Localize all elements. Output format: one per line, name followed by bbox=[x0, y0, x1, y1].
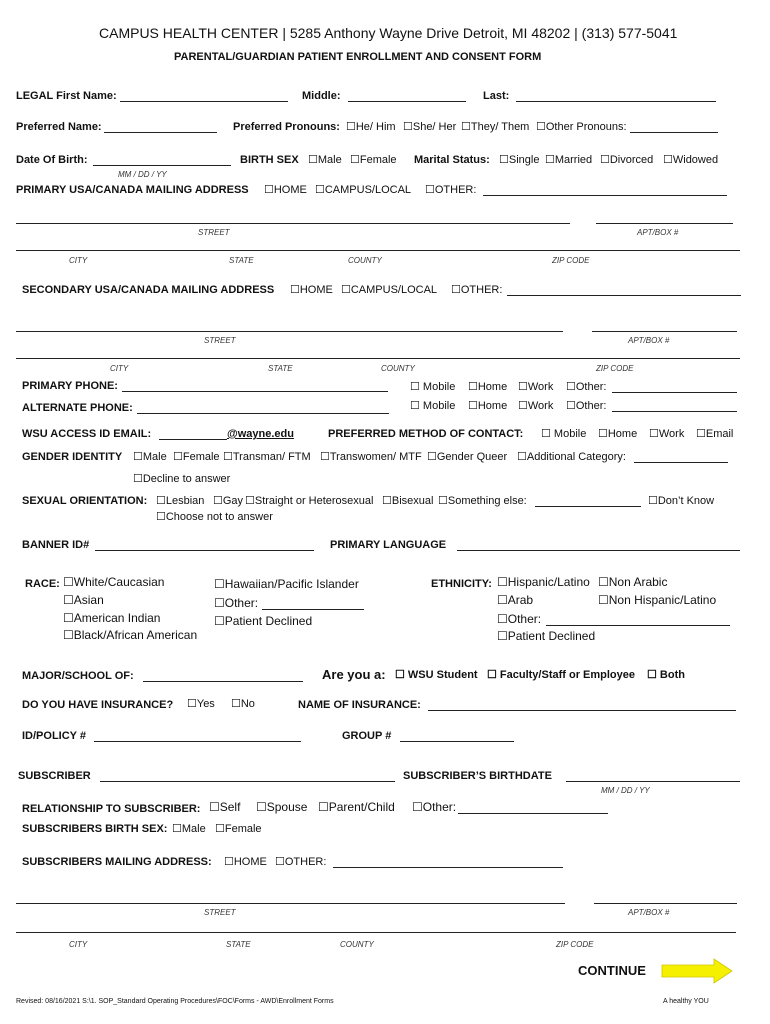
gender-additional-field[interactable] bbox=[634, 462, 728, 463]
subscriber-address-label: SUBSCRIBERS MAILING ADDRESS: bbox=[22, 856, 212, 868]
race-asian-checkbox[interactable]: ☐Asian bbox=[63, 593, 104, 607]
email-field[interactable] bbox=[159, 439, 227, 440]
tagline: A healthy YOU bbox=[663, 998, 709, 1005]
alternate-phone-other-checkbox[interactable]: ☐Other: bbox=[566, 400, 607, 412]
alternate-phone-mobile-checkbox[interactable]: ☐ Mobile bbox=[410, 400, 456, 412]
ethnicity-hispanic-checkbox[interactable]: ☐Hispanic/Latino bbox=[497, 575, 590, 589]
alternate-phone-other-field[interactable] bbox=[612, 411, 737, 412]
pronoun-other-checkbox[interactable]: ☐Other Pronouns: bbox=[536, 121, 627, 133]
contact-mobile-checkbox[interactable]: ☐ Mobile bbox=[541, 428, 587, 440]
relationship-other-checkbox[interactable]: ☐Other: bbox=[412, 800, 457, 814]
secondary-city-caption: CITY bbox=[110, 364, 129, 373]
role-faculty-checkbox[interactable]: ☐ Faculty/Staff or Employee bbox=[487, 669, 636, 681]
subscriber-county-caption: COUNTY bbox=[340, 940, 374, 949]
primary-zip-caption: ZIP CODE bbox=[552, 256, 590, 265]
alternate-phone-field[interactable] bbox=[137, 413, 389, 414]
pronoun-he-checkbox[interactable]: ☐He/ Him bbox=[346, 121, 396, 133]
birth-sex-label: BIRTH SEX bbox=[240, 154, 299, 166]
ethnicity-arab-checkbox[interactable]: ☐Arab bbox=[497, 593, 534, 607]
relationship-other-field[interactable] bbox=[458, 813, 608, 814]
marital-single-checkbox[interactable]: ☐Single bbox=[499, 154, 540, 166]
subscriber-birthdate-field[interactable] bbox=[566, 781, 740, 782]
race-american-indian-checkbox[interactable]: ☐American Indian bbox=[63, 611, 161, 625]
subscriber-address-home-checkbox[interactable]: ☐HOME bbox=[224, 856, 267, 868]
relationship-label: RELATIONSHIP TO SUBSCRIBER: bbox=[22, 803, 201, 815]
primary-phone-mobile-checkbox[interactable]: ☐ Mobile bbox=[410, 381, 456, 393]
major-label: MAJOR/SCHOOL OF: bbox=[22, 670, 134, 682]
group-label: GROUP # bbox=[342, 730, 392, 742]
primary-address-home-checkbox[interactable]: ☐HOME bbox=[264, 184, 307, 196]
secondary-county-caption: COUNTY bbox=[381, 364, 415, 373]
orientation-bisexual-checkbox[interactable]: ☐Bisexual bbox=[382, 495, 434, 507]
primary-language-label: PRIMARY LANGUAGE bbox=[330, 539, 447, 551]
gender-male-checkbox[interactable]: ☐Male bbox=[133, 451, 167, 463]
gender-identity-label: GENDER IDENTITY bbox=[22, 451, 123, 463]
contact-home-checkbox[interactable]: ☐Home bbox=[598, 428, 638, 440]
primary-phone-label: PRIMARY PHONE: bbox=[22, 380, 118, 392]
insurance-name-field[interactable] bbox=[428, 710, 736, 711]
secondary-address-campus-checkbox[interactable]: ☐CAMPUS/LOCAL bbox=[341, 284, 438, 296]
gender-queer-checkbox[interactable]: ☐Gender Queer bbox=[427, 451, 508, 463]
orientation-something-else-field[interactable] bbox=[535, 506, 641, 507]
ethnicity-non-hispanic-checkbox[interactable]: ☐Non Hispanic/Latino bbox=[598, 593, 717, 607]
secondary-zip-caption: ZIP CODE bbox=[596, 364, 634, 373]
race-black-checkbox[interactable]: ☐Black/African American bbox=[63, 628, 198, 642]
policy-id-label: ID/POLICY # bbox=[22, 730, 86, 742]
ethnicity-label: ETHNICITY: bbox=[431, 578, 492, 590]
secondary-street-field[interactable] bbox=[16, 331, 563, 332]
gender-female-checkbox[interactable]: ☐Female bbox=[173, 451, 220, 463]
first-name-label: LEGAL First Name: bbox=[16, 90, 117, 102]
primary-county-caption: COUNTY bbox=[348, 256, 382, 265]
email-label: WSU ACCESS ID EMAIL: bbox=[22, 428, 152, 440]
secondary-address-label: SECONDARY USA/CANADA MAILING ADDRESS bbox=[22, 284, 275, 296]
race-declined-checkbox[interactable]: ☐Patient Declined bbox=[214, 614, 313, 628]
middle-name-label: Middle: bbox=[302, 90, 341, 102]
major-field[interactable] bbox=[143, 681, 303, 682]
sexual-orientation-label: SEXUAL ORIENTATION: bbox=[22, 495, 148, 507]
dob-field[interactable] bbox=[93, 165, 231, 166]
subscriber-birthdate-format: MM / DD / YY bbox=[601, 786, 650, 795]
primary-address-other-checkbox[interactable]: ☐OTHER: bbox=[425, 184, 477, 196]
form-subtitle: PARENTAL/GUARDIAN PATIENT ENROLLMENT AND CONSENT FORM bbox=[174, 51, 542, 63]
primary-street-caption: STREET bbox=[198, 228, 230, 237]
subscriber-address-other-field[interactable] bbox=[333, 867, 563, 868]
middle-name-field[interactable] bbox=[348, 101, 466, 102]
birth-sex-male-checkbox[interactable]: ☐Male bbox=[308, 154, 342, 166]
primary-phone-other-field[interactable] bbox=[612, 392, 737, 393]
continue-arrow-icon[interactable] bbox=[660, 958, 734, 984]
revision-note: Revised: 08/16/2021 S:\1. SOP_Standard Operating Procedures\FOC\Forms - AWD\Enrollment Forms bbox=[16, 998, 334, 1005]
pronoun-they-checkbox[interactable]: ☐They/ Them bbox=[461, 121, 530, 133]
primary-street-field[interactable] bbox=[16, 223, 570, 224]
marital-divorced-checkbox[interactable]: ☐Divorced bbox=[600, 154, 654, 166]
secondary-address-other-checkbox[interactable]: ☐OTHER: bbox=[451, 284, 503, 296]
subscriber-state-caption: STATE bbox=[226, 940, 251, 949]
secondary-apt-field[interactable] bbox=[592, 331, 737, 332]
secondary-apt-caption: APT/BOX # bbox=[628, 336, 670, 345]
secondary-state-caption: STATE bbox=[268, 364, 293, 373]
subscriber-field[interactable] bbox=[100, 781, 395, 782]
primary-city-state-zip-field[interactable] bbox=[16, 250, 740, 251]
dob-format-hint: MM / DD / YY bbox=[118, 170, 167, 179]
insurance-yes-checkbox[interactable]: ☐Yes bbox=[187, 698, 215, 710]
secondary-street-caption: STREET bbox=[204, 336, 236, 345]
have-insurance-label: DO YOU HAVE INSURANCE? bbox=[22, 699, 174, 711]
pronoun-other-field[interactable] bbox=[630, 132, 718, 133]
alternate-phone-home-checkbox[interactable]: ☐Home bbox=[468, 400, 508, 412]
contact-email-checkbox[interactable]: ☐Email bbox=[696, 428, 734, 440]
subscriber-label: SUBSCRIBER bbox=[18, 770, 91, 782]
insurance-name-label: NAME OF INSURANCE: bbox=[298, 699, 421, 711]
contact-work-checkbox[interactable]: ☐Work bbox=[649, 428, 685, 440]
primary-phone-other-checkbox[interactable]: ☐Other: bbox=[566, 381, 607, 393]
last-name-label: Last: bbox=[483, 90, 510, 102]
orientation-something-else-checkbox[interactable]: ☐Something else: bbox=[438, 495, 527, 507]
marital-status-label: Marital Status: bbox=[414, 154, 490, 166]
subscriber-address-other-checkbox[interactable]: ☐OTHER: bbox=[275, 856, 327, 868]
subscriber-apt-caption: APT/BOX # bbox=[628, 908, 670, 917]
relationship-self-checkbox[interactable]: ☐Self bbox=[209, 800, 241, 814]
primary-phone-work-checkbox[interactable]: ☐Work bbox=[518, 381, 554, 393]
marital-widowed-checkbox[interactable]: ☐Widowed bbox=[663, 154, 719, 166]
primary-language-field[interactable] bbox=[457, 550, 740, 551]
relationship-spouse-checkbox[interactable]: ☐Spouse bbox=[256, 800, 308, 814]
dob-label: Date Of Birth: bbox=[16, 154, 88, 166]
first-name-field[interactable] bbox=[120, 101, 288, 102]
race-hawaiian-checkbox[interactable]: ☐Hawaiian/Pacific Islander bbox=[214, 577, 359, 591]
preferred-name-label: Preferred Name: bbox=[16, 121, 102, 133]
secondary-city-state-zip-field[interactable] bbox=[16, 358, 740, 359]
pronoun-she-checkbox[interactable]: ☐She/ Her bbox=[403, 121, 457, 133]
race-white-checkbox[interactable]: ☐White/Caucasian bbox=[63, 575, 165, 589]
are-you-label: Are you a: bbox=[322, 667, 386, 682]
race-other-checkbox[interactable]: ☐Other: bbox=[214, 596, 259, 610]
gender-transman-checkbox[interactable]: ☐Transman/ FTM bbox=[223, 451, 311, 463]
orientation-straight-checkbox[interactable]: ☐Straight or Heterosexual bbox=[245, 495, 374, 507]
role-student-checkbox[interactable]: ☐ WSU Student bbox=[395, 669, 478, 681]
orientation-choose-not-checkbox[interactable]: ☐Choose not to answer bbox=[156, 511, 273, 523]
primary-address-other-field[interactable] bbox=[483, 195, 727, 196]
page-title: CAMPUS HEALTH CENTER | 5285 Anthony Wayne Drive Detroit, MI 48202 | (313) 577-5041 bbox=[99, 25, 678, 41]
subscriber-sex-male-checkbox[interactable]: ☐Male bbox=[172, 823, 206, 835]
email-domain: @wayne.edu bbox=[227, 428, 294, 440]
subscriber-city-caption: CITY bbox=[69, 940, 88, 949]
gender-transwomen-checkbox[interactable]: ☐Transwomen/ MTF bbox=[320, 451, 422, 463]
insurance-no-checkbox[interactable]: ☐No bbox=[231, 698, 255, 710]
last-name-field[interactable] bbox=[516, 101, 716, 102]
marital-married-checkbox[interactable]: ☐Married bbox=[545, 154, 593, 166]
orientation-gay-checkbox[interactable]: ☐Gay bbox=[213, 495, 244, 507]
subscriber-sex-female-checkbox[interactable]: ☐Female bbox=[215, 823, 262, 835]
group-field[interactable] bbox=[400, 741, 514, 742]
ethnicity-other-field[interactable] bbox=[546, 625, 730, 626]
subscriber-street-caption: STREET bbox=[204, 908, 236, 917]
race-other-field[interactable] bbox=[262, 609, 364, 610]
subscriber-apt-field[interactable] bbox=[594, 903, 737, 904]
orientation-dont-know-checkbox[interactable]: ☐Don’t Know bbox=[648, 495, 715, 507]
gender-decline-checkbox[interactable]: ☐Decline to answer bbox=[133, 473, 231, 485]
contact-method-label: PREFERRED METHOD OF CONTACT: bbox=[328, 428, 524, 440]
role-both-checkbox[interactable]: ☐ Both bbox=[647, 669, 685, 681]
continue-label: CONTINUE bbox=[578, 963, 646, 978]
subscriber-city-state-zip-field[interactable] bbox=[16, 932, 736, 933]
race-label: RACE: bbox=[25, 578, 60, 590]
pronouns-label: Preferred Pronouns: bbox=[233, 121, 340, 133]
ethnicity-non-arabic-checkbox[interactable]: ☐Non Arabic bbox=[598, 575, 668, 589]
banner-id-field[interactable] bbox=[95, 550, 314, 551]
primary-address-label: PRIMARY USA/CANADA MAILING ADDRESS bbox=[16, 184, 249, 196]
primary-apt-field[interactable] bbox=[596, 223, 733, 224]
subscriber-zip-caption: ZIP CODE bbox=[556, 940, 594, 949]
primary-phone-field[interactable] bbox=[122, 391, 388, 392]
primary-city-caption: CITY bbox=[69, 256, 88, 265]
ethnicity-other-checkbox[interactable]: ☐Other: bbox=[497, 612, 542, 626]
alternate-phone-label: ALTERNATE PHONE: bbox=[22, 402, 133, 414]
relationship-parent-checkbox[interactable]: ☐Parent/Child bbox=[318, 800, 395, 814]
primary-address-campus-checkbox[interactable]: ☐CAMPUS/LOCAL bbox=[315, 184, 412, 196]
primary-phone-home-checkbox[interactable]: ☐Home bbox=[468, 381, 508, 393]
ethnicity-declined-checkbox[interactable]: ☐Patient Declined bbox=[497, 629, 596, 643]
policy-id-field[interactable] bbox=[94, 741, 301, 742]
gender-additional-checkbox[interactable]: ☐Additional Category: bbox=[517, 451, 626, 463]
primary-state-caption: STATE bbox=[229, 256, 254, 265]
secondary-address-other-field[interactable] bbox=[507, 295, 741, 296]
subscriber-birthdate-label: SUBSCRIBER’S BIRTHDATE bbox=[403, 770, 552, 782]
subscriber-sex-label: SUBSCRIBERS BIRTH SEX: bbox=[22, 823, 168, 835]
alternate-phone-work-checkbox[interactable]: ☐Work bbox=[518, 400, 554, 412]
orientation-lesbian-checkbox[interactable]: ☐Lesbian bbox=[156, 495, 205, 507]
subscriber-street-field[interactable] bbox=[16, 903, 565, 904]
banner-id-label: BANNER ID# bbox=[22, 539, 90, 551]
preferred-name-field[interactable] bbox=[104, 132, 217, 133]
primary-apt-caption: APT/BOX # bbox=[637, 228, 679, 237]
secondary-address-home-checkbox[interactable]: ☐HOME bbox=[290, 284, 333, 296]
birth-sex-female-checkbox[interactable]: ☐Female bbox=[350, 154, 397, 166]
